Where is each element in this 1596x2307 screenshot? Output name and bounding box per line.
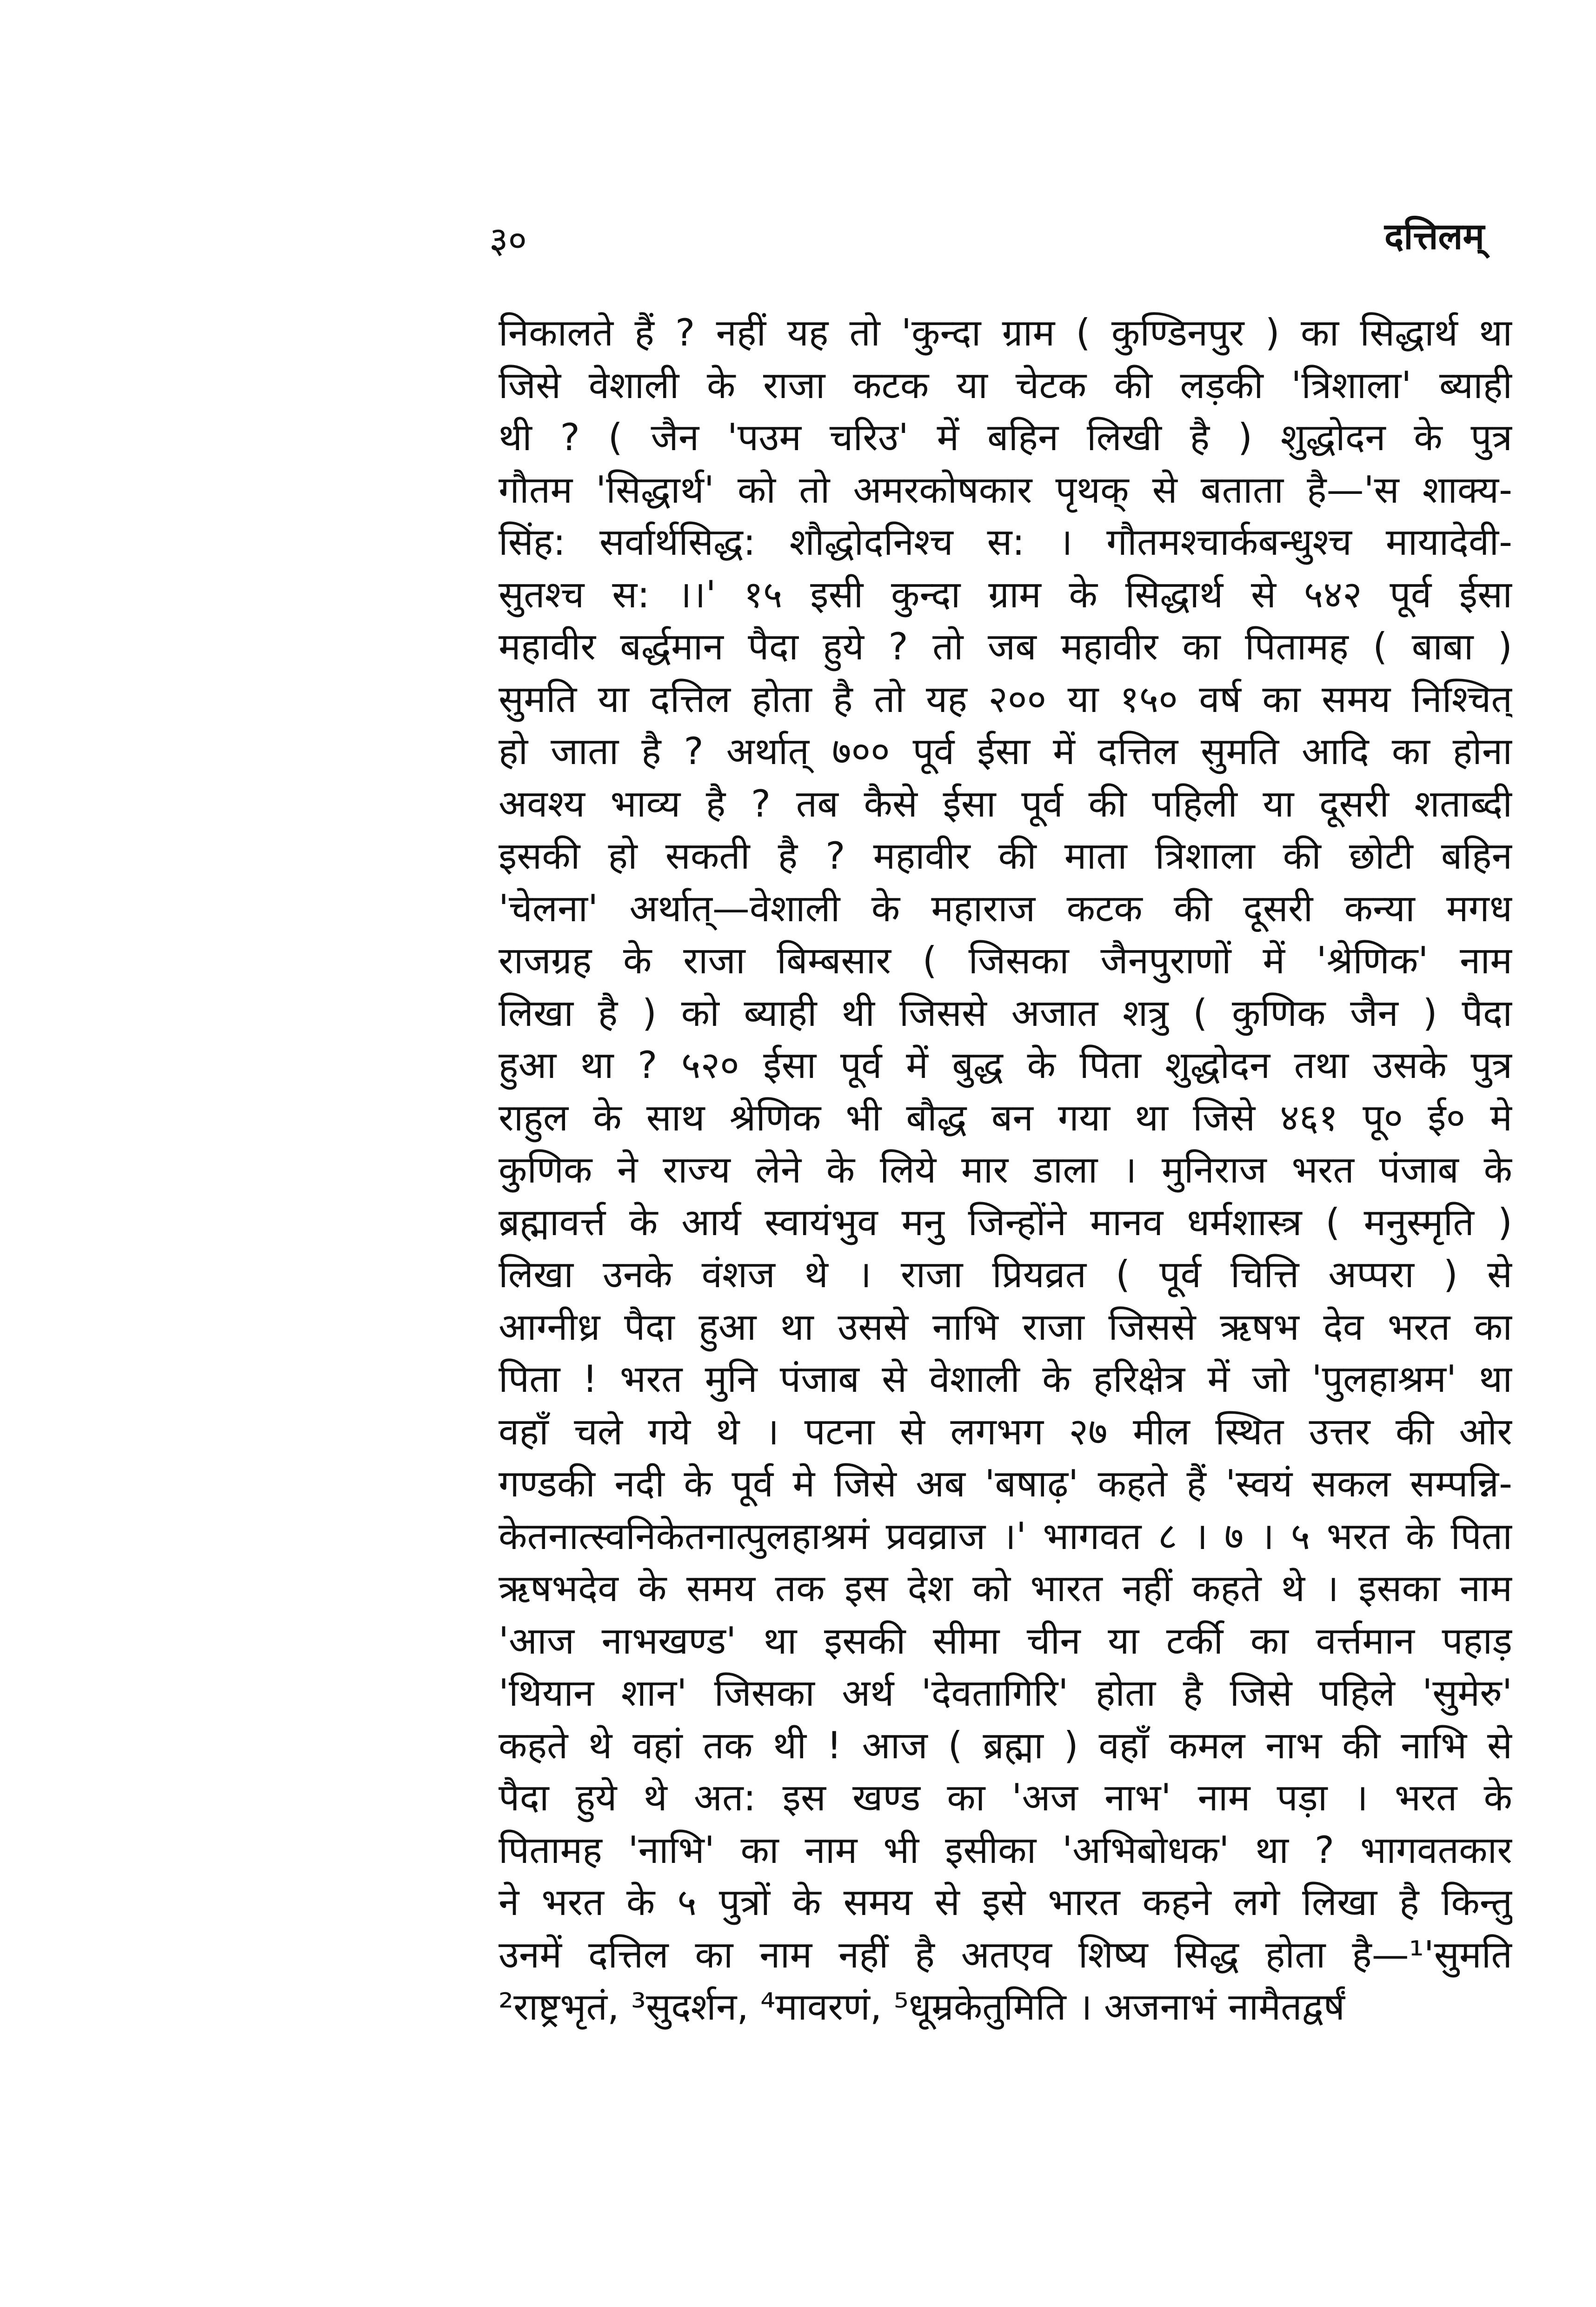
page-number: ३० <box>489 219 527 261</box>
text-line: पैदा हुये थे अत: इस खण्ड का 'अज नाभ' नाम पड़ा । भरत के <box>499 1776 1512 1819</box>
text-line: वहाँ चले गये थे । पटना से लगभग २७ मील स्थित उत्तर की ओर <box>499 1409 1512 1453</box>
text-line: 'आज नाभखण्ड' था इसकी सीमा चीन या टर्की का वर्त्तमान पहाड़ <box>499 1619 1512 1662</box>
text-line: अवश्य भाव्य है ? तब कैसे ईसा पूर्व की पहिली या दूसरी शताब्दी <box>499 782 1512 825</box>
text-line: लिखा उनके वंशज थे । राजा प्रियव्रत ( पूर्व चित्ति अप्परा ) से <box>499 1253 1512 1296</box>
text-line: महावीर बर्द्धमान पैदा हुये ? तो जब महावीर का पितामह ( बाबा ) <box>499 625 1512 668</box>
text-line: सुमति या दत्तिल होता है तो यह २०० या १५० वर्ष का समय निश्चित् <box>499 677 1512 721</box>
text-line: केतनात्स्वनिकेतनात्पुलहाश्रमं प्रवव्राज ।' भागवत ८ । ७ । ५ भरत के पिता <box>499 1514 1512 1558</box>
text-line: राजग्रह के राजा बिम्बसार ( जिसका जैनपुराणों में 'श्रेणिक' नाम <box>499 939 1512 982</box>
text-line: राहुल के साथ श्रेणिक भी बौद्ध बन गया था जिसे ४६१ पू० ई० मे <box>499 1096 1512 1139</box>
text-line: गौतम 'सिद्धार्थ' को तो अमरकोषकार पृथक् से बताता है—'स शाक्य- <box>499 468 1512 512</box>
body-text <box>499 307 1512 2034</box>
text-line: पिता ! भरत मुनि पंजाब से वेशाली के हरिक्षेत्र में जो 'पुलहाश्रम' था <box>499 1357 1512 1401</box>
text-line: 'चेलना' अर्थात्—वेशाली के महाराज कटक की दूसरी कन्या मगध <box>499 886 1512 930</box>
text-line: पितामह 'नाभि' का नाम भी इसीका 'अभिबोधक' था ? भागवतकार <box>499 1828 1512 1872</box>
text-line: इसकी हो सकती है ? महावीर की माता त्रिशाला की छोटी बहिन <box>499 834 1512 878</box>
text-line: 'थियान शान' जिसका अर्थ 'देवतागिरि' होता है जिसे पहिले 'सुमेरु' <box>499 1671 1512 1715</box>
text-line: सुतश्च स: ।।' १५ इसी कुन्दा ग्राम के सिद्धार्थ से ५४२ पूर्व ईसा <box>499 572 1512 616</box>
text-line: हो जाता है ? अर्थात् ७०० पूर्व ईसा में दत्तिल सुमति आदि का होना <box>499 730 1512 773</box>
text-line: ब्रह्मावर्त्त के आर्य स्वायंभुव मनु जिन्होंने मानव धर्मशास्त्र ( मनुस्मृति ) <box>499 1200 1512 1244</box>
text-line: गण्डकी नदी के पूर्व मे जिसे अब 'बषाढ़' कहते हैं 'स्वयं सकल सम्पन्नि- <box>499 1462 1512 1505</box>
text-line: जिसे वेशाली के राजा कटक या चेटक की लड़की 'त्रिशाला' ब्याही <box>499 363 1512 407</box>
text-line: कुणिक ने राज्य लेने के लिये मार डाला । मुनिराज भरत पंजाब के <box>499 1148 1512 1191</box>
text-line: सिंह: सर्वार्थसिद्ध: शौद्धोदनिश्च स: । गौतमश्चार्कबन्धुश्च मायादेवी- <box>499 520 1512 564</box>
text-line: ²राष्ट्रभृतं, ³सुदर्शन, ⁴मावरणं, ⁵धूम्रकेतुमिति । अजनाभं नामैतद्वर्षं <box>499 1985 1345 2028</box>
text-line: लिखा है ) को ब्याही थी जिससे अजात शत्रु ( कुणिक जैन ) पैदा <box>499 991 1512 1035</box>
text-line: आग्नीध्र पैदा हुआ था उससे नाभि राजा जिससे ऋषभ देव भरत का <box>499 1305 1512 1349</box>
text-line: ने भरत के ५ पुत्रों के समय से इसे भारत कहने लगे लिखा है किन्तु <box>499 1881 1512 1924</box>
text-line: ऋषभदेव के समय तक इस देश को भारत नहीं कहते थे । इसका नाम <box>499 1567 1512 1610</box>
text-line: कहते थे वहां तक थी ! आज ( ब्रह्मा ) वहाँ कमल नाभ की नाभि से <box>499 1723 1512 1767</box>
running-title: दत्तिलम् <box>1384 216 1484 258</box>
text-line: थी ? ( जैन 'पउम चरिउ' में बहिन लिखी है ) शुद्धोदन के पुत्र <box>499 416 1512 459</box>
text-line: निकालते हैं ? नहीं यह तो 'कुन्दा ग्राम ( कुण्डिनपुर ) का सिद्धार्थ था <box>499 311 1512 354</box>
text-line: हुआ था ? ५२० ईसा पूर्व में बुद्ध के पिता शुद्धोदन तथा उसके पुत्र <box>499 1044 1512 1087</box>
text-line: उनमें दत्तिल का नाम नहीं है अतएव शिष्य सिद्ध होता है—¹'सुमति <box>499 1933 1512 1976</box>
